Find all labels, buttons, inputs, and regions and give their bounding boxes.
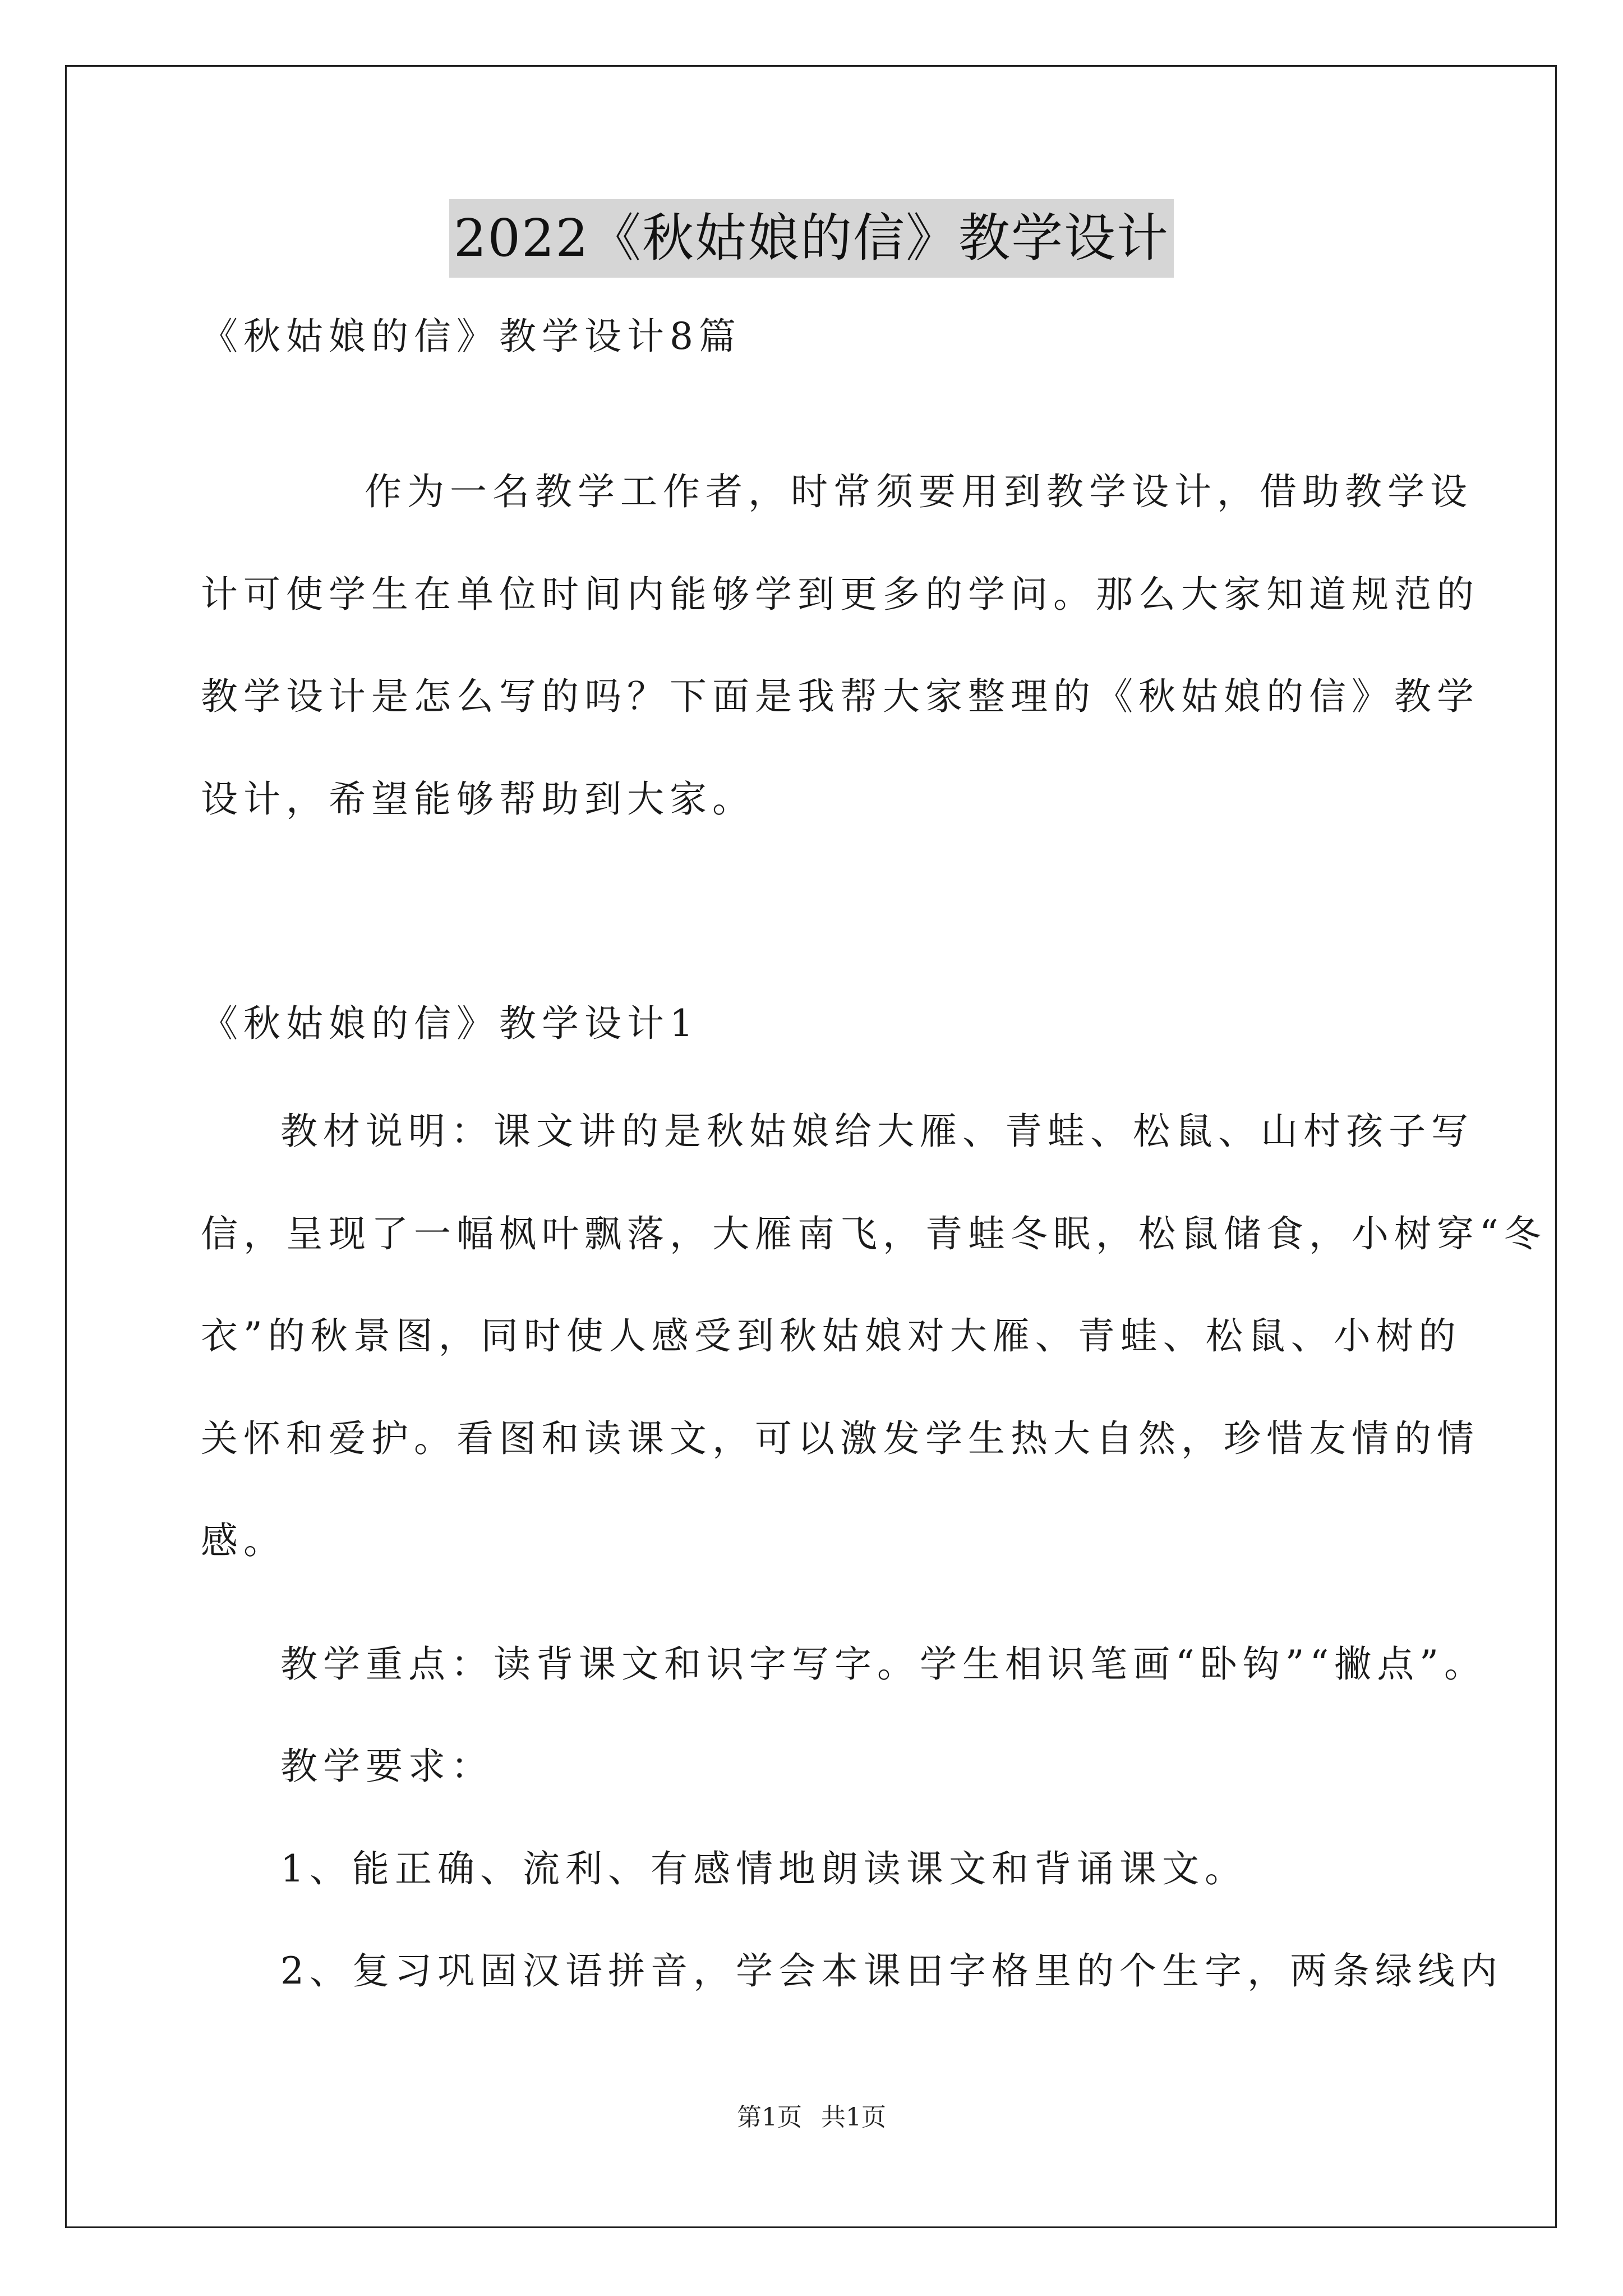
page-footer	[0, 2101, 1623, 2134]
key-points-line: 教学重点：读背课文和识字写字。学生相识笔画“卧钩”“撇点”。	[280, 1642, 1487, 1686]
intro-line-4: 设计，希望能够帮助到大家。	[201, 777, 755, 821]
material-line-4: 关怀和爱护。看图和读课文，可以激发学生热大自然，珍惜友情的情	[201, 1417, 1479, 1460]
intro-line-2: 计可使学生在单位时间内能够学到更多的学问。那么大家知道规范的	[201, 573, 1479, 616]
material-line-5: 感。	[201, 1519, 286, 1562]
page-total: 共1页	[821, 2103, 886, 2132]
material-line-1: 教材说明：课文讲的是秋姑娘给大雁、青蛙、松鼠、山村孩子写	[280, 1110, 1474, 1153]
document-title: 2022《秋姑娘的信》教学设计	[449, 199, 1174, 278]
collection-subtitle: 《秋姑娘的信》教学设计8篇	[201, 315, 741, 358]
page-number: 第1页	[737, 2103, 802, 2132]
material-line-3: 衣”的秋景图，同时使人感受到秋姑娘对大雁、青蛙、松鼠、小树的	[201, 1314, 1461, 1358]
intro-line-3: 教学设计是怎么写的吗？下面是我帮大家整理的《秋姑娘的信》教学	[201, 675, 1479, 718]
section-heading: 《秋姑娘的信》教学设计1	[201, 1002, 699, 1045]
requirement-1: 1、能正确、流利、有感情地朗读课文和背诵课文。	[280, 1847, 1247, 1890]
material-line-2: 信，呈现了一幅枫叶飘落，大雁南飞，青蛙冬眠，松鼠储食，小树穿“冬	[201, 1212, 1547, 1255]
requirements-label: 教学要求：	[280, 1745, 494, 1788]
intro-line-1: 作为一名教学工作者，时常须要用到教学设计，借助教学设	[365, 470, 1473, 513]
requirement-2: 2、复习巩固汉语拼音，学会本课田字格里的个生字，两条绿线内	[280, 1949, 1503, 1993]
title-container	[0, 199, 1623, 278]
